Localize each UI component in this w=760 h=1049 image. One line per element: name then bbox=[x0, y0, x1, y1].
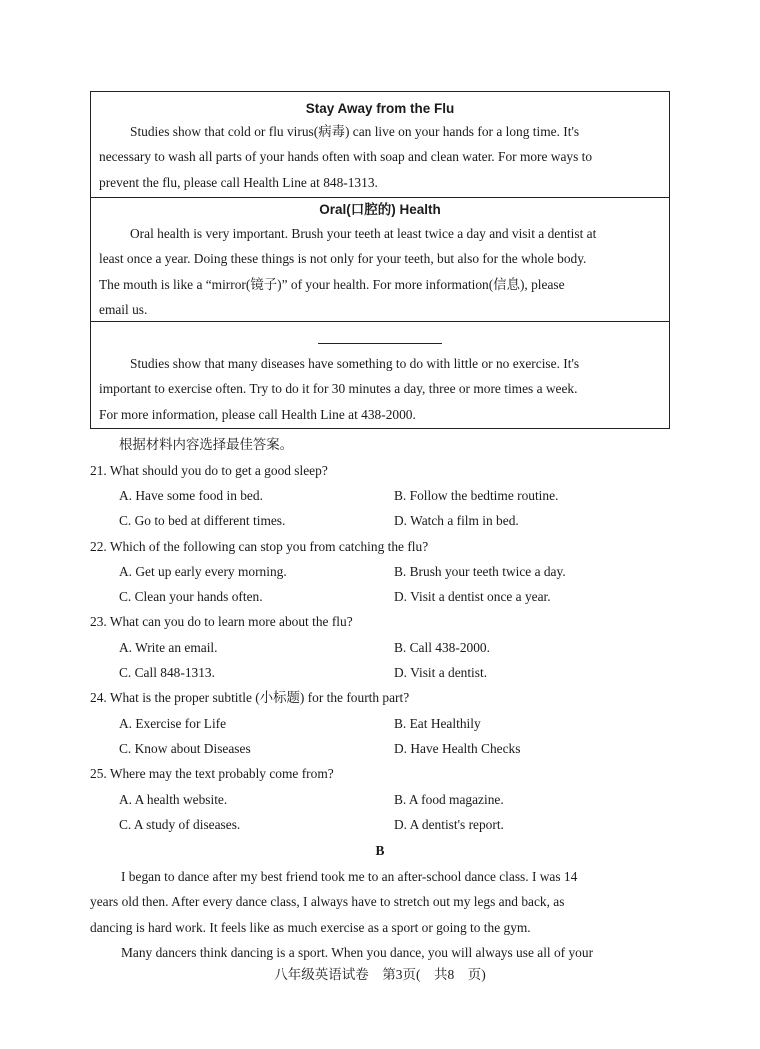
flu-title: Stay Away from the Flu bbox=[305, 101, 455, 116]
question-23: 23. What can you do to learn more about the flu? bbox=[90, 614, 353, 629]
oral-line-2: least once a year. Doing these things is not only for your teeth, but also for the whole body. bbox=[99, 251, 587, 267]
q22-option-c: C. Clean your hands often. bbox=[119, 589, 263, 604]
q25-option-b: B. A food magazine. bbox=[394, 792, 504, 807]
oral-line-4: email us. bbox=[99, 301, 148, 317]
flu-line-1: Studies show that cold or flu virus(病毒) can live on your hands for a long time. It's bbox=[130, 124, 580, 139]
q23-option-d: D. Visit a dentist. bbox=[394, 665, 488, 680]
flu-section bbox=[90, 91, 670, 198]
q22-option-b: B. Brush your teeth twice a day. bbox=[394, 564, 566, 579]
q22-option-d: D. Visit a dentist once a year. bbox=[394, 589, 551, 604]
q23-option-a: A. Write an email. bbox=[119, 640, 218, 655]
oral-title: Oral(口腔的) Health bbox=[319, 202, 441, 217]
instruction-text: 根据材料内容选择最佳答案。 bbox=[119, 437, 294, 452]
question-25: 25. Where may the text probably come from? bbox=[90, 766, 334, 781]
q25-option-d: D. A dentist's report. bbox=[394, 817, 504, 832]
q21-option-a: A. Have some food in bed. bbox=[119, 488, 263, 503]
question-22: 22. Which of the following can stop you from catching the flu? bbox=[90, 539, 429, 554]
q24-option-d: D. Have Health Checks bbox=[394, 741, 521, 756]
q25-option-a: A. A health website. bbox=[119, 792, 228, 807]
question-24: 24. What is the proper subtitle (小标题) for the fourth part? bbox=[90, 690, 410, 705]
oral-line-1: Oral health is very important. Brush your teeth at least twice a day and visit a dentist at bbox=[130, 226, 597, 241]
q24-option-c: C. Know about Diseases bbox=[119, 741, 251, 756]
b-p1-line-3: dancing is hard work. It feels like as much exercise as a sport or going to the gym. bbox=[90, 919, 531, 935]
section-b-heading: B bbox=[375, 843, 385, 858]
oral-line-3: The mouth is like a “mirror(镜子)” of your health. For more information(信息), please bbox=[99, 276, 565, 292]
flu-line-2: necessary to wash all parts of your hands often with soap and clean water. For more ways to bbox=[99, 149, 593, 165]
exercise-line-2: important to exercise often. Try to do it for 30 minutes a day, three or more times a week. bbox=[99, 381, 578, 397]
exercise-line-3: For more information, please call Health Line at 438-2000. bbox=[99, 406, 416, 422]
q23-option-b: B. Call 438-2000. bbox=[394, 640, 490, 655]
question-21: 21. What should you do to get a good sleep? bbox=[90, 463, 328, 478]
b-p1-line-1: I began to dance after my best friend took me to an after-school dance class. I was 14 bbox=[121, 869, 578, 884]
q24-option-b: B. Eat Healthily bbox=[394, 716, 481, 731]
blank-title-line bbox=[318, 343, 442, 344]
exercise-line-1: Studies show that many diseases have something to do with little or no exercise. It's bbox=[130, 356, 580, 371]
q24-option-a: A. Exercise for Life bbox=[119, 716, 227, 731]
q21-option-d: D. Watch a film in bed. bbox=[394, 513, 519, 528]
page-footer: 八年级英语试卷 第3页( 共8 页) bbox=[274, 967, 486, 982]
section-b-paragraph-1 bbox=[90, 864, 670, 940]
exercise-section bbox=[90, 321, 670, 429]
oral-health-section bbox=[90, 197, 670, 322]
q21-option-c: C. Go to bed at different times. bbox=[119, 513, 286, 528]
q22-option-a: A. Get up early every morning. bbox=[119, 564, 287, 579]
b-p2-line-1: Many dancers think dancing is a sport. When you dance, you will always use all of your bbox=[121, 945, 594, 960]
q21-option-b: B. Follow the bedtime routine. bbox=[394, 488, 559, 503]
flu-line-3: prevent the flu, please call Health Line at 848-1313. bbox=[99, 174, 378, 190]
b-p1-line-2: years old then. After every dance class, I always have to stretch out my legs and back, as bbox=[90, 894, 565, 910]
q25-option-c: C. A study of diseases. bbox=[119, 817, 241, 832]
section-b-paragraph-2 bbox=[90, 940, 670, 965]
q23-option-c: C. Call 848-1313. bbox=[119, 665, 215, 680]
